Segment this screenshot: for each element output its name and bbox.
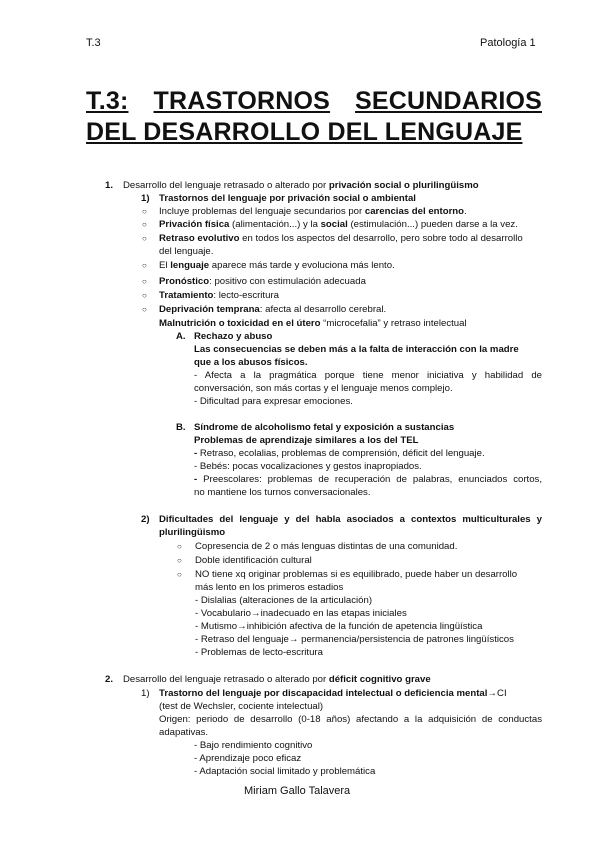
list-item: Privación física (alimentación...) y la social (estimulación...) pueden darse a la vez.	[159, 219, 518, 230]
sub-2-1-number: 1)	[141, 688, 150, 699]
list-item: - Dislalias (alteraciones de la articulación)	[195, 595, 373, 606]
list-item-continuation: más lento en los primeros estadios	[195, 582, 344, 593]
item-a-title: Rechazo y abuso	[194, 331, 273, 342]
list-item-subline: Malnutrición o toxicidad en el útero “microcefalia” y retraso intelectual	[159, 318, 467, 329]
item-a-bold-line2: que a los abusos físicos.	[194, 357, 308, 368]
header-left: T.3	[86, 37, 101, 49]
item-b-para3-line2: no mantiene los turnos conversacionales.	[194, 487, 371, 498]
list-item: - Retraso del lenguaje→ permanencia/persistencia de patrones lingüísticos	[195, 634, 514, 645]
item-b-para2: - Bebés: pocas vocalizaciones y gestos inapropiados.	[194, 461, 422, 472]
item-b-para3-line1: - Preescolares: problemas de recuperación de palabras, enunciados cortos,	[194, 474, 542, 485]
list-item: Tratamiento: lecto-escritura	[159, 290, 279, 301]
list-item: NO tiene xq originar problemas si es equilibrado, puede haber un desarrollo	[195, 569, 518, 580]
sub-1-1-heading: Trastornos del lenguaje por privación social o ambiental	[159, 193, 416, 204]
list-item: Retraso evolutivo en todos los aspectos del desarrollo, pero sobre todo al desarrollo	[159, 233, 523, 244]
sub-1-2-heading-line2: plurilingüismo	[159, 527, 226, 538]
section-2-number: 2.	[105, 674, 114, 685]
title-word: TRASTORNOS	[153, 87, 331, 115]
sub-2-1-origin-line1: Origen: periodo de desarrollo (0-18 años) afectando a la adquisición de conductas	[159, 714, 542, 725]
title-word: T.3:	[86, 87, 129, 115]
title-word: SECUNDARIOS	[355, 87, 542, 115]
list-item: Incluye problemas del lenguaje secundarios por carencias del entorno.	[159, 206, 467, 217]
sub-2-1-continuation: (test de Wechsler, cociente intelectual)	[159, 701, 324, 712]
sub-1-2-heading-line1: Dificultades del lenguaje y del habla asociados a contextos multiculturales y	[159, 514, 542, 525]
list-item: - Problemas de lecto-escritura	[195, 647, 323, 658]
list-item: - Bajo rendimiento cognitivo	[194, 740, 313, 751]
circle-bullet-icon: ○	[142, 261, 147, 270]
right-arrow-icon: →	[288, 634, 299, 645]
page-footer-author: Miriam Gallo Talavera	[244, 785, 351, 797]
list-item: - Vocabulario→inadecuado en las etapas iniciales	[195, 608, 407, 619]
item-a-para1-line2: conversación, son más cortas y el lenguaje menos complejo.	[194, 383, 453, 394]
list-item: Doble identificación cultural	[195, 555, 312, 566]
header-right: Patología 1	[480, 37, 536, 49]
item-a-bold-line1: Las consecuencias se deben más a la falta de interacción con la madre	[194, 344, 519, 355]
item-b-bold-line1: Problemas de aprendizaje similares a los del TEL	[194, 435, 419, 446]
item-b-title: Síndrome de alcoholismo fetal y exposición a sustancias	[194, 422, 455, 433]
circle-bullet-icon: ○	[142, 234, 147, 243]
sub-2-1-heading: Trastorno del lenguaje por discapacidad intelectual o deficiencia mental→CI	[159, 688, 507, 699]
list-item: Copresencia de 2 o más lenguas distintas de una comunidad.	[195, 541, 458, 552]
item-a-letter: A.	[176, 331, 186, 342]
section-2-heading: Desarrollo del lenguaje retrasado o alterado por déficit cognitivo grave	[123, 674, 431, 685]
circle-bullet-icon: ○	[177, 570, 182, 579]
list-item: El lenguaje aparece más tarde y evoluciona más lento.	[159, 260, 395, 271]
circle-bullet-icon: ○	[142, 220, 147, 229]
section-1-bold: privación social o plurilingüismo	[328, 180, 479, 191]
circle-bullet-icon: ○	[142, 207, 147, 216]
item-b-para1: - Retraso, ecolalias, problemas de comprensión, déficit del lenguaje.	[194, 448, 485, 459]
circle-bullet-icon: ○	[142, 305, 147, 314]
circle-bullet-icon: ○	[142, 291, 147, 300]
right-arrow-icon: →	[251, 608, 261, 619]
page-title-line2: DEL DESARROLLO DEL LENGUAJE	[86, 118, 523, 146]
item-b-letter: B.	[176, 422, 186, 433]
item-a-para1-line1: - Afecta a la pragmática porque tiene menor iniciativa y habilidad de	[194, 370, 542, 381]
list-item: Deprivación temprana: afecta al desarrollo cerebral.	[159, 304, 387, 315]
circle-bullet-icon: ○	[142, 277, 147, 286]
list-item: Pronóstico: positivo con estimulación adecuada	[159, 276, 366, 287]
list-item: - Aprendizaje poco eficaz	[194, 753, 302, 764]
circle-bullet-icon: ○	[177, 542, 182, 551]
list-item-continuation: del lenguaje.	[159, 246, 214, 257]
page-title-line1	[86, 87, 542, 116]
sub-1-2-number: 2)	[141, 514, 150, 525]
right-arrow-icon: →	[237, 621, 247, 632]
sub-1-1-number: 1)	[141, 193, 150, 204]
circle-bullet-icon: ○	[177, 556, 182, 565]
section-1-text: Desarrollo del lenguaje retrasado o alterado por	[123, 180, 329, 191]
section-1-heading	[123, 180, 479, 192]
item-a-para2: - Dificultad para expresar emociones.	[194, 396, 353, 407]
list-item: - Mutismo→inhibición afectiva de la función de apetencia lingüística	[195, 621, 483, 632]
section-1-number: 1.	[105, 180, 114, 191]
right-arrow-icon: →	[487, 688, 498, 699]
sub-2-1-origin-line2: adapativas.	[159, 727, 209, 738]
list-item: - Adaptación social limitado y problemática	[194, 766, 376, 777]
